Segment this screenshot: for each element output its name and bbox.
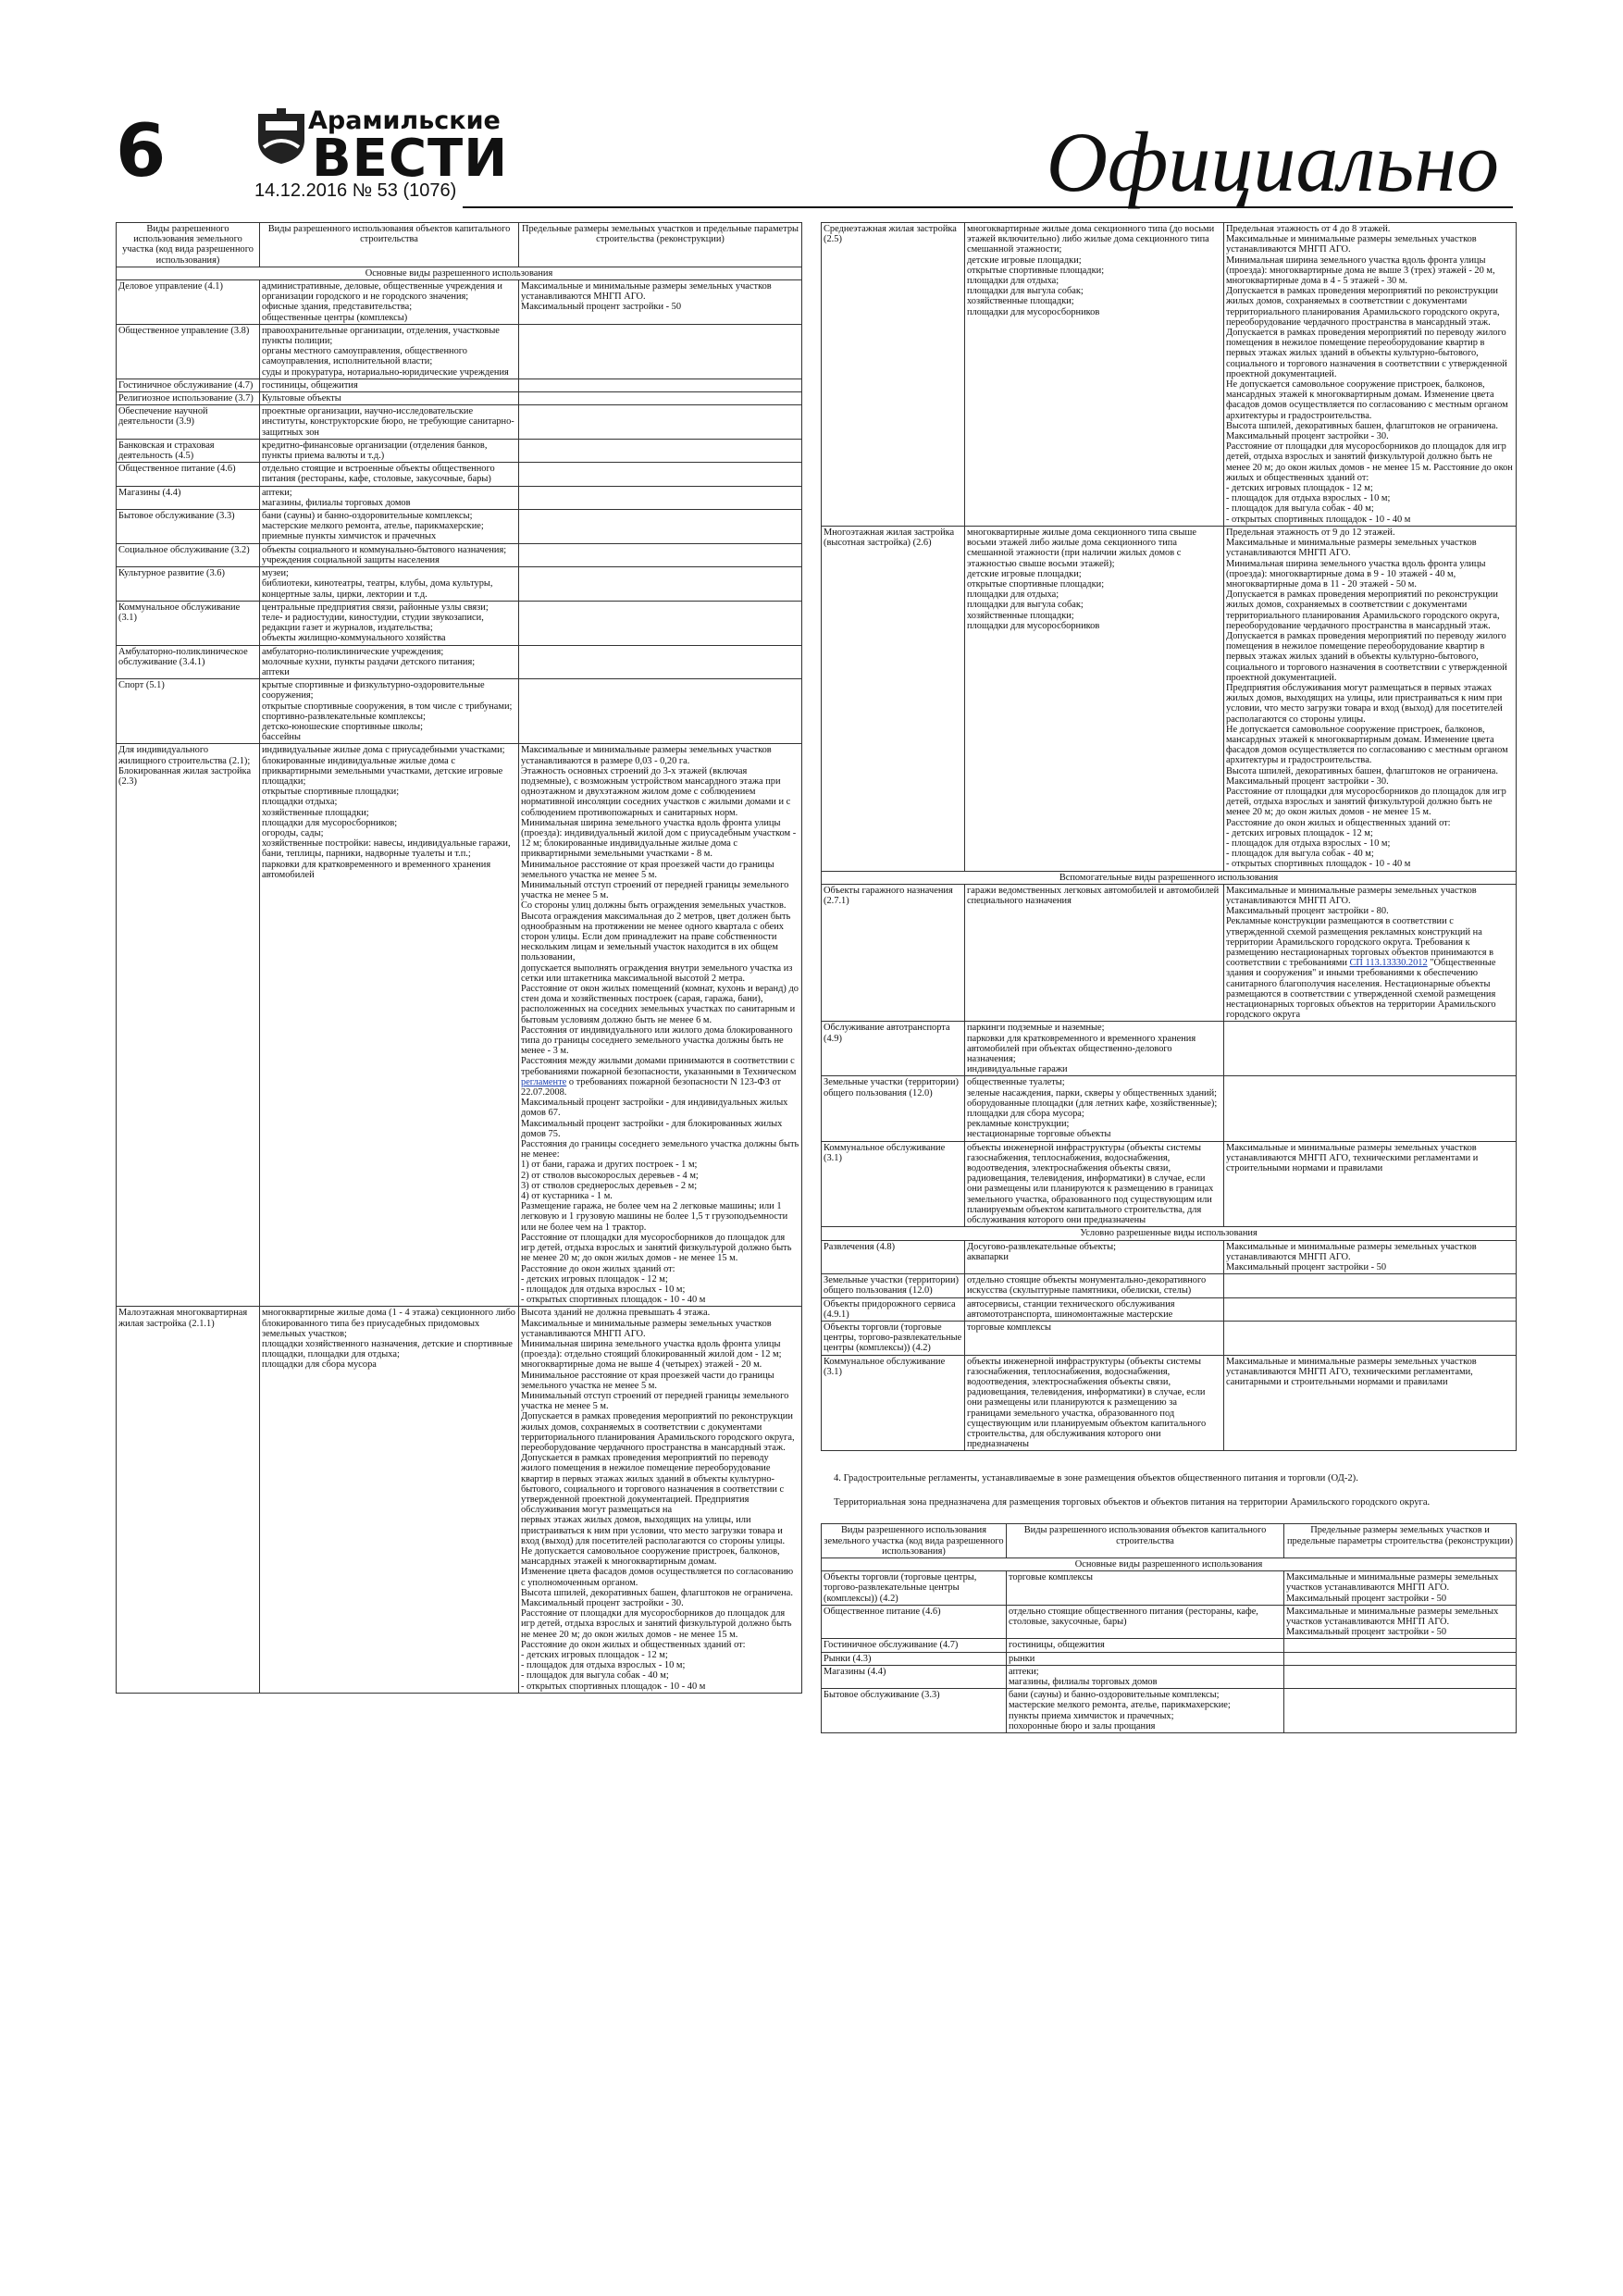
table-row (822, 1240, 1517, 1274)
table-row (822, 223, 1517, 527)
use-type-cell: Объекты торговли (торговые центры, торгово-развлекательные центры (комплексы)) (4.2) (822, 1321, 965, 1355)
table-row (822, 1321, 1517, 1355)
parameters-cell (1224, 1274, 1517, 1297)
parameters-cell: Максимальные и минимальные размеры земельных участков устанавливаются МНГП АГО, техническими регламентами, санитарными и строительными нормами и правилами (1224, 1355, 1517, 1451)
object-type-cell: рынки (1007, 1652, 1284, 1665)
use-type-cell: Деловое управление (4.1) (117, 280, 260, 325)
table-row (822, 1605, 1517, 1639)
table-row (822, 1639, 1517, 1652)
object-type-cell: административные, деловые, общественные учреждения и организации городского и не городского значения; офисные здания, представительства; общественные центры (комплексы) (260, 280, 519, 325)
use-type-cell: Коммунальное обслуживание (3.1) (822, 1141, 965, 1227)
parameters-cell: Максимальные и минимальные размеры земельных участков устанавливаются МНГП АГО. Максимальный процент застройки - 50 (1284, 1605, 1517, 1639)
section-label: Основные виды разрешенного использования (117, 267, 802, 279)
use-type-cell: Малоэтажная многоквартирная жилая застройка (2.1.1) (117, 1307, 260, 1694)
table-row (117, 392, 802, 405)
use-type-cell: Гостиничное обслуживание (4.7) (822, 1639, 1007, 1652)
object-type-cell: паркинги подземные и наземные; парковки для кратковременного и временного хранения автомобилей при объектах общественно-делового назначения; индивидуальные гаражи (965, 1022, 1224, 1076)
table-row (117, 463, 802, 486)
section-title: Официально (1046, 115, 1499, 209)
use-type-cell: Магазины (4.4) (822, 1665, 1007, 1688)
section-row (117, 267, 802, 279)
table-row (117, 405, 802, 440)
parameters-cell (519, 392, 802, 405)
page-number: 6 (116, 110, 167, 193)
parameters-cell: Высота зданий не должна превышать 4 этажа. Максимальные и минимальные размеры земельных участков устанавливаются МНГП АГО. Минимальная ширина земельного участка вдоль фронта улицы (проезда): отдельно стоящий блокированный жилой дом - 12 м; многоквартирные дома не выше 4 (четырех) этажей - 20 м. Минимальное расстояние от края проезжей части до границы земельного участка не менее 5 м. Минимальный отступ строений от передней границы земельного участка не менее 5 м. Допускается в рамках проведения мероприятий по реконструкции жилых домов, сохраняемых в соответствии с документами территориального планирования Арамильского городского округа, переоборудование чердачного пространства в мансардный этаж. Допускается в рамках проведения мероприятий по переводу жилого помещения в нежилое помещение переоборудование квартир в первых этажах жилых зданий в объекты культурно-бытового, социального и торгового назначения в соответствии с утвержденной проектной документацией. Предприятия обслуживания могут размещаться на первых этажах жилых домов, выходящих на улицы, или пристраиваться к ним при условии, что место загрузки товара и вход (выход) для посетителей располагаются со стороны улицы. Не допускается самовольное сооружение пристроек, балконов, мансардных этажей к многоквартирным домам. Изменение цвета фасадов домов осуществляется по согласованию с уполномоченным органом. Высота шпилей, декоративных башен, флагштоков не ограничена. Максимальный процент застройки - 30. Расстояние от площадки для мусоросборников до площадок для игр детей, отдыха взрослых и занятий физкультурой должно быть не менее 20 м; до окон жилых домов - не менее 15 м. Расстояние до окон жилых и общественных зданий от: - детских игровых площадок - 12 м; - площадок для отдыха взрослых - 10 м; - площадок для выгула собак - 40 м; - открытых спортивных площадок - 10 - 40 м (519, 1307, 802, 1694)
use-type-cell: Бытовое обслуживание (3.3) (822, 1689, 1007, 1733)
parameters-cell (519, 679, 802, 744)
table-row (117, 379, 802, 391)
table-row (117, 679, 802, 744)
table-row (117, 601, 802, 645)
use-type-cell: Гостиничное обслуживание (4.7) (117, 379, 260, 391)
brand-top: Арамильские (308, 106, 501, 135)
table-header-row (117, 223, 802, 267)
table-row (822, 1022, 1517, 1076)
header-cell: Виды разрешенного использования объектов капитального строительства (260, 223, 519, 267)
parameters-cell (1224, 1297, 1517, 1321)
section-row (822, 871, 1517, 884)
parameters-cell (519, 379, 802, 391)
use-type-cell: Культурное развитие (3.6) (117, 567, 260, 602)
parameters-cell: Максимальные и минимальные размеры земельных участков устанавливаются в размере 0,03 - 0,20 га. Этажность основных строений до 3-х этажей (включая подземные), с возможным устройством мансардного этажа при одноэтажном и двухэтажном жилом доме с соблюдением нормативной инсоляции соседних участков с жилыми домами и с соблюдением противопожарных и санитарных норм. Минимальная ширина земельного участка вдоль фронта улицы (проезда): индивидуальный жилой дом с приусадебным участком - 12 м; блокированные индивидуальные жилые дома с приквартирными земельными участками - 8 м. Минимальное расстояние от края проезжей части до границы земельного участка не менее 5 м. Минимальный отступ строений от передней границы земельного участка не менее 5 м. Со стороны улиц должны быть ограждения земельных участков. Высота ограждения максимальная до 2 метров, цвет должен быть однообразным на протяжении не менее одного квартала с обеих сторон улицы. Если дом принадлежит на праве собственности нескольким лицам и земельный участок находится в их общем пользовании, допускается выполнять ограждения внутри земельного участка из сетки или штакетника максимальной высотой 2 метра. Расстояние от окон жилых помещений (комнат, кухонь и веранд) до стен дома и хозяйственных построек (сарая, гаража, бани), расположенных на соседних земельных участках по санитарным и бытовым условиям должно быть не менее 6 м. Расстояния от индивидуального или жилого дома блокированного типа до границы соседнего земельного участка должны быть не менее - 3 м. Расстояния между жилыми домами принимаются в соответствии с требованиями пожарной безопасности, указанными в Техническом регламенте о требованиях пожарной безопасности N 123-ФЗ от 22.07.2008. Максимальный процент застройки - для индивидуальных жилых домов 67. Максимальный процент застройки - для блокированных жилых домов 75. Расстояния до границы соседнего земельного участка должны быть не менее: 1) от бани, гаража и других построек - 1 м; 2) от стволов высокорослых деревьев - 4 м; 3) от стволов среднерослых деревьев - 2 м; 4) от кустарника - 1 м. Размещение гаража, не более чем на 2 легковые машины; или 1 легковую и 1 грузовую машины не более 1,5 т грузоподъемности или не более чем на 1 трактор. Расстояние от площадки для мусоросборников до площадок для игр детей, отдыха взрослых и занятий физкультурой должно быть не менее 20 м; до окон жилых домов - не менее 15 м. Расстояние до окон жилых зданий от: - детских игровых площадок - 12 м; - площадок для отдыха взрослых - 10 м; - открытых спортивных площадок - 10 - 40 м (519, 744, 802, 1307)
od2-table (821, 1523, 1517, 1733)
parameters-cell (1224, 1321, 1517, 1355)
zoning-table-main (116, 222, 802, 1694)
object-type-cell: правоохранительные организации, отделения, участковые пункты полиции; органы местного самоуправления, общественного самоуправления, исполнительной власти; суды и прокуратура, нотариально-юридические учреждения (260, 324, 519, 379)
use-type-cell: Земельные участки (территории) общего пользования (12.0) (822, 1274, 965, 1297)
use-type-cell: Объекты гаражного назначения (2.7.1) (822, 884, 965, 1022)
table-row (822, 1652, 1517, 1665)
parameters-cell: Максимальные и минимальные размеры земельных участков устанавливаются МНГП АГО. Максимальный процент застройки - 50 (1224, 1240, 1517, 1274)
parameters-cell: Максимальные и минимальные размеры земельных участков устанавливаются МНГП АГО. Максимальный процент застройки - 50 (1284, 1571, 1517, 1606)
use-type-cell: Общественное управление (3.8) (117, 324, 260, 379)
use-type-cell: Спорт (5.1) (117, 679, 260, 744)
table-row (117, 645, 802, 679)
table-row (822, 1297, 1517, 1321)
object-type-cell: гаражи ведомственных легковых автомобилей и автомобилей специального назначения (965, 884, 1224, 1022)
table-row (117, 280, 802, 325)
parameters-cell (519, 510, 802, 544)
object-type-cell: бани (сауны) и банно-оздоровительные комплексы; мастерские мелкого ремонта, ателье, парикмахерские; пункты приема химчисток и прачечных; похоронные бюро и залы прощания (1007, 1689, 1284, 1733)
header-cell: Виды разрешенного использования земельного участка (код вида разрешенного использования) (822, 1524, 1007, 1558)
brand-main: ВЕСТИ (312, 129, 509, 189)
object-type-cell: отдельно стоящие и встроенные объекты общественного питания (рестораны, кафе, столовые, закусочные, бары) (260, 463, 519, 486)
use-type-cell: Среднеэтажная жилая застройка (2.5) (822, 223, 965, 527)
use-type-cell: Бытовое обслуживание (3.3) (117, 510, 260, 544)
object-type-cell: Досугово-развлекательные объекты; аквапарки (965, 1240, 1224, 1274)
parameters-cell (519, 601, 802, 645)
use-type-cell: Коммунальное обслуживание (3.1) (117, 601, 260, 645)
use-type-cell: Общественное питание (4.6) (822, 1605, 1007, 1639)
table-header-row (822, 1524, 1517, 1558)
use-type-cell: Земельные участки (территории) общего пользования (12.0) (822, 1076, 965, 1141)
parameters-cell (1284, 1639, 1517, 1652)
header-rule (463, 206, 1513, 208)
use-type-cell: Коммунальное обслуживание (3.1) (822, 1355, 965, 1451)
header-cell: Виды разрешенного использования земельного участка (код вида разрешенного использования) (117, 223, 260, 267)
object-type-cell: кредитно-финансовые организации (отделения банков, пункты приема валюты и т.д.) (260, 439, 519, 462)
use-type-cell: Обслуживание автотранспорта (4.9) (822, 1022, 965, 1076)
parameters-cell (519, 405, 802, 440)
table-row (117, 567, 802, 602)
parameters-cell: Предельная этажность от 9 до 12 этажей. Максимальные и минимальные размеры земельных участков устанавливаются МНГП АГО. Минимальная ширина земельного участка вдоль фронта улицы (проезда): многоквартирные дома в 9 - 10 этажей - 40 м, многоквартирные дома в 11 - 20 этажей - 50 м. Допускается в рамках проведения мероприятий по реконструкции жилых домов, сохраняемых в соответствии с документами территориального планирования Арамильского городского округа, переоборудование чердачного пространства в мансардный этаж. Допускается в рамках проведения мероприятий по переводу жилого помещения в нежилое помещение переоборудование квартир в первых этажах жилых зданий в объекты культурно-бытового, социального и торгового назначения в соответствии с утвержденной проектной документацией. Предприятия обслуживания могут размещаться в первых этажах жилых домов, выходящих на улицы, или пристраиваться к ним при условии, что место загрузки товара и вход (выход) для посетителей располагаются со стороны улицы. Не допускается самовольное сооружение пристроек, балконов, мансардных этажей к многоквартирным домам. Изменение цвета фасадов домов осуществляется по согласованию с местным органом архитектуры и градостроительства. Высота шпилей, декоративных башен, флагштоков не ограничена. Максимальный процент застройки - 30. Расстояние от площадки для мусоросборников до площадок для игр детей, отдыха взрослых и занятий физкультурой должно быть не менее 20 м; до окон жилых домов - не менее 15 м. Расстояние до окон жилых и общественных зданий от: - детских игровых площадок - 12 м; - площадок для отдыха взрослых - 10 м; - площадок для выгула собак - 40 м; - открытых спортивных площадок - 10 - 40 м (1224, 526, 1517, 871)
parameters-cell (519, 439, 802, 462)
parameters-cell (519, 567, 802, 602)
object-type-cell: гостиницы, общежития (260, 379, 519, 391)
parameters-cell (519, 463, 802, 486)
object-type-cell: многоквартирные жилые дома секционного типа свыше восьми этажей либо жилые дома секционного типа смешанной этажности (при наличии жилых домов с этажностью свыше восьми этажей); детские игровые площадки; открытые спортивные площадки; площадки для отдыха; площадки для выгула собак; хозяйственные площадки; площадки для мусоросборников (965, 526, 1224, 871)
parameters-cell (519, 543, 802, 566)
parameters-cell: Максимальные и минимальные размеры земельных участков устанавливаются МНГП АГО. Максимальный процент застройки - 50 (519, 280, 802, 325)
parameters-cell (1284, 1652, 1517, 1665)
table-row (822, 1665, 1517, 1688)
issue-info: 14.12.2016 № 53 (1076) (254, 180, 457, 201)
table-row (822, 1571, 1517, 1606)
parameters-cell (1284, 1665, 1517, 1688)
zoning-table-continued (821, 222, 1517, 1451)
object-type-cell: многоквартирные жилые дома (1 - 4 этажа) секционного либо блокированного типа без приусадебных придомовых земельных участков; площадки хозяйственного назначения, детские и спортивные площадки, площадки для отдыха; площадки для сбора мусора (260, 1307, 519, 1694)
table-row (117, 543, 802, 566)
section-row (822, 1558, 1517, 1570)
table-row (822, 884, 1517, 1022)
table-row (822, 1274, 1517, 1297)
object-type-cell: индивидуальные жилые дома с приусадебными участками; блокированные индивидуальные жилые дома с приквартирными земельными участками, детские игровые площадки; открытые спортивные площадки; площадки отдыха; хозяйственные площадки; площадки для мусоросборников; огороды, сады; хозяйственные постройки: навесы, индивидуальные гаражи, бани, теплицы, парники, надворные туалеты и т.п.; парковки для кратковременного и временного хранения автомобилей (260, 744, 519, 1307)
use-type-cell: Рынки (4.3) (822, 1652, 1007, 1665)
use-type-cell: Социальное обслуживание (3.2) (117, 543, 260, 566)
object-type-cell: центральные предприятия связи, районные узлы связи; теле- и радиостудии, киностудии, студии звукозаписи, редакции газет и журналов, издательства; объекты жилищно-коммунального хозяйства (260, 601, 519, 645)
parameters-cell (519, 486, 802, 509)
use-type-cell: Объекты торговли (торговые центры, торгово-развлекательные центры (комплексы)) (4.2) (822, 1571, 1007, 1606)
paragraph: 4. Градостроительные регламенты, устанавливаемые в зоне размещения объектов общественного питания и торговли (ОД-2). (834, 1473, 1358, 1484)
use-type-cell: Общественное питание (4.6) (117, 463, 260, 486)
left-column (116, 222, 802, 1694)
object-type-cell: отдельно стоящие общественного питания (рестораны, кафе, столовые, закусочные, бары) (1007, 1605, 1284, 1639)
section-label: Основные виды разрешенного использования (822, 1558, 1517, 1570)
table-row (822, 526, 1517, 871)
parameters-cell (1224, 1022, 1517, 1076)
object-type-cell: музеи; библиотеки, кинотеатры, театры, клубы, дома культуры, концертные залы, цирки, лектории и т.д. (260, 567, 519, 602)
table-row (117, 1307, 802, 1694)
object-type-cell: Культовые объекты (260, 392, 519, 405)
object-type-cell: амбулаторно-поликлинические учреждения; молочные кухни, пункты раздачи детского питания; аптеки (260, 645, 519, 679)
table-row (117, 324, 802, 379)
right-column (821, 222, 1517, 1733)
table-row (117, 510, 802, 544)
use-type-cell: Религиозное использование (3.7) (117, 392, 260, 405)
object-type-cell: проектные организации, научно-исследовательские институты, конструкторские бюро, не требующие санитарно-защитных зон (260, 405, 519, 440)
section-label: Вспомогательные виды разрешенного использования (822, 871, 1517, 884)
use-type-cell: Многоэтажная жилая застройка (высотная застройка) (2.6) (822, 526, 965, 871)
parameters-cell (1224, 1076, 1517, 1141)
object-type-cell: аптеки; магазины, филиалы торговых домов (1007, 1665, 1284, 1688)
object-type-cell: объекты инженерной инфраструктуры (объекты системы газоснабжения, теплоснабжения, водоснабжения, водоотведения, электроснабжения объекты связи, радиовещания, телевидения, информатики) в случае, если они размещены или планируются к размещению за границами земельного участка, образованного под существующим или планируемым объектом капитального строительства, для обслуживания которого они предназначены (965, 1355, 1224, 1451)
masthead (116, 88, 1513, 217)
use-type-cell: Магазины (4.4) (117, 486, 260, 509)
object-type-cell: крытые спортивные и физкультурно-оздоровительные сооружения; открытые спортивные сооружения, в том числе с трибунами; спортивно-развлекательные комплексы; детско-юношеские спортивные школы; бассейны (260, 679, 519, 744)
parameters-cell: Максимальные и минимальные размеры земельных участков устанавливаются МНГП АГО. Максимальный процент застройки - 80. Рекламные конструкции размещаются в соответствии с утвержденной схемой размещения рекламных конструкций на территории Арамильского городского округа. Требования к размещению нестационарных торговых объектов принимаются в соответствии с требованиями СП 113.13330.2012 "Общественные здания и сооружения" и иными требованиями к обеспечению санитарного благополучия населения. Нестационарные объекты размещаются в соответствии с утвержденной схемой размещения нестационарных торговых объектов на территории Арамильского городского округа (1224, 884, 1517, 1022)
regulation-link[interactable]: СП 113.13330.2012 (1349, 958, 1428, 969)
table-row (822, 1689, 1517, 1733)
object-type-cell: отдельно стоящие объекты монументально-декоративного искусства (скульптурные памятники, обелиски, стелы) (965, 1274, 1224, 1297)
object-type-cell: торговые комплексы (1007, 1571, 1284, 1606)
use-type-cell: Объекты придорожного сервиса (4.9.1) (822, 1297, 965, 1321)
object-type-cell: гостиницы, общежития (1007, 1639, 1284, 1652)
header-cell: Виды разрешенного использования объектов капитального строительства (1007, 1524, 1284, 1558)
object-type-cell: объекты социального и коммунально-бытового назначения; учреждения социальной защиты населения (260, 543, 519, 566)
parameters-cell: Максимальные и минимальные размеры земельных участков устанавливаются МНГП АГО, техническими регламентами и строительными нормами и правилами (1224, 1141, 1517, 1227)
object-type-cell: объекты инженерной инфраструктуры (объекты системы газоснабжения, теплоснабжения, водоснабжения, водоотведения, электроснабжения объекты связи, радиовещания, телевидения, информатики) в случае, если они размещены или планируются к размещению в границах земельного участка, образованного под существующим или планируемым объектом капитального строительства, для обслуживания которого они предназначены (965, 1141, 1224, 1227)
paragraph: Территориальная зона предназначена для размещения торговых объектов и объектов питания на территории Арамильского городского округа. (834, 1497, 1431, 1508)
table-row (117, 486, 802, 509)
object-type-cell: многоквартирные жилые дома секционного типа (до восьми этажей включительно) либо жилые дома секционного типа смешанной этажности; детские игровые площадки; открытые спортивные площадки; площадки для отдыха; площадки для выгула собак; хозяйственные площадки; площадки для мусоросборников (965, 223, 1224, 527)
object-type-cell: общественные туалеты; зеленые насаждения, парки, скверы у общественных зданий; оборудованные площадки (для летних кафе, хозяйственные); площадки для сбора мусора; рекламные конструкции; нестационарные торговые объекты (965, 1076, 1224, 1141)
use-type-cell: Для индивидуального жилищного строительства (2.1); Блокированная жилая застройка (2.3) (117, 744, 260, 1307)
object-type-cell: бани (сауны) и банно-оздоровительные комплексы; мастерские мелкого ремонта, ателье, парикмахерские; приемные пункты химчисток и прачечных (260, 510, 519, 544)
object-type-cell: автосервисы, станции технического обслуживания автомототранспорта, шиномонтажные мастерские (965, 1297, 1224, 1321)
table-row (117, 744, 802, 1307)
section-row (822, 1227, 1517, 1240)
regulation-link[interactable]: регламенте (521, 1076, 567, 1087)
table-row (117, 439, 802, 462)
parameters-cell (519, 645, 802, 679)
table-row (822, 1355, 1517, 1451)
table-row (822, 1141, 1517, 1227)
header-cell: Предельные размеры земельных участков и предельные параметры строительства (реконструкции) (1284, 1524, 1517, 1558)
coat-of-arms-icon (253, 106, 310, 166)
section-label: Условно разрешенные виды использования (822, 1227, 1517, 1240)
use-type-cell: Обеспечение научной деятельности (3.9) (117, 405, 260, 440)
table-row (822, 1076, 1517, 1141)
object-type-cell: аптеки; магазины, филиалы торговых домов (260, 486, 519, 509)
use-type-cell: Развлечения (4.8) (822, 1240, 965, 1274)
object-type-cell: торговые комплексы (965, 1321, 1224, 1355)
use-type-cell: Банковская и страховая деятельность (4.5) (117, 439, 260, 462)
parameters-cell (519, 324, 802, 379)
parameters-cell (1284, 1689, 1517, 1733)
parameters-cell: Предельная этажность от 4 до 8 этажей. Максимальные и минимальные размеры земельных участков устанавливаются МНГП АГО. Минимальная ширина земельного участка вдоль фронта улицы (проезда): многоквартирные дома не выше 3 (трех) этажей - 20 м, многоквартирные дома в 4 - 5 этажей - 30 м. Допускается в рамках проведения мероприятий по реконструкции жилых домов, сохраняемых в соответствии с документами территориального планирования Арамильского городского округа, переоборудование чердачного пространства в мансардный этаж. Допускается в рамках проведения мероприятий по переводу жилого помещения в нежилое помещение переоборудование квартир в первых этажах жилых зданий в объекты культурно-бытового, социального и торгового назначения в соответствии с утвержденной проектной документацией. Не допускается самовольное сооружение пристроек, балконов, мансардных этажей к многоквартирным домам. Изменение цвета фасадов домов осуществляется по согласованию с местным органом архитектуры и градостроительства. Высота шпилей, декоративных башен, флагштоков не ограничена. Максимальный процент застройки - 30. Расстояние от площадки для мусоросборников до площадок для игр детей, отдыха взрослых и занятий физкультурой должно быть не менее 20 м; до окон жилых домов - не менее 15 м. Расстояние до окон жилых и общественных зданий от: - детских игровых площадок - 12 м; - площадок для отдыха взрослых - 10 м; - площадок для выгула собак - 40 м; - открытых спортивных площадок - 10 - 40 м (1224, 223, 1517, 527)
header-cell: Предельные размеры земельных участков и предельные параметры строительства (реконструкции) (519, 223, 802, 267)
use-type-cell: Амбулаторно-поликлиническое обслуживание (3.4.1) (117, 645, 260, 679)
